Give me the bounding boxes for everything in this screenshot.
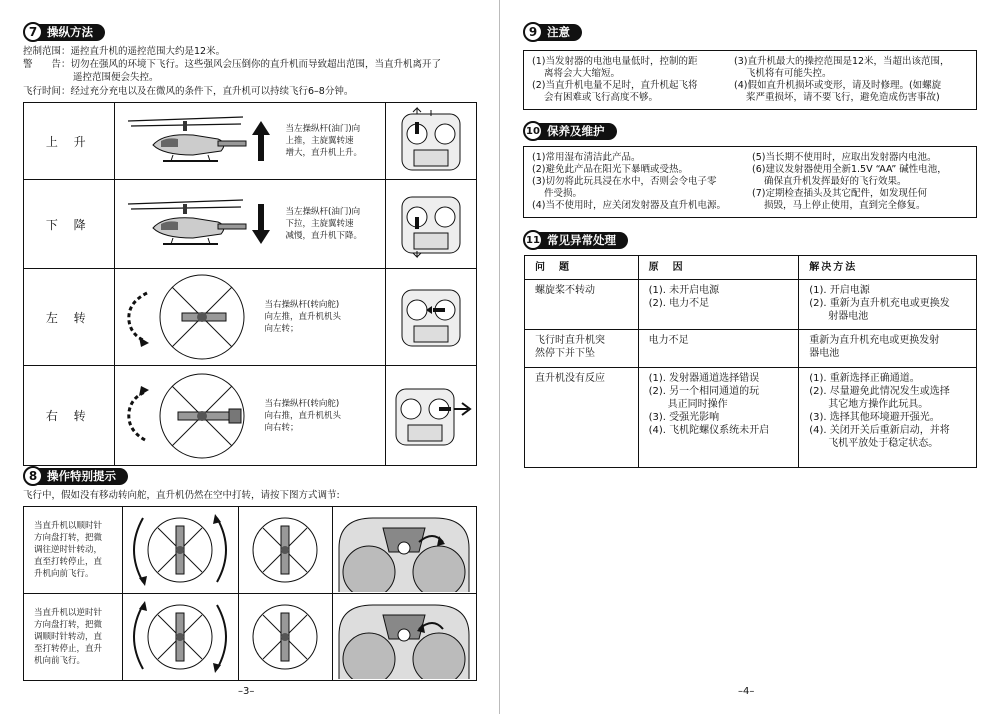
control-illustration-cell: [114, 180, 385, 269]
notes-box: [523, 50, 977, 110]
cause-cell: [638, 280, 799, 330]
note-line: (2)当直升机电量不足时，直升机起飞将: [532, 80, 698, 91]
tip-rotation-cell: [123, 594, 239, 681]
control-label: 右 转: [24, 366, 115, 466]
intro-flight-time: 飞行时间：经过充分充电以及在微风的条件下，直升机可以持续飞行6–8分钟。: [23, 86, 354, 97]
trim-knob-icon: [333, 508, 475, 592]
maintenance-box: [523, 146, 977, 218]
tip-intro: 飞行中，假如没有移动转向舵，直升机仍然在空中打转，请按下图方式调节:: [23, 490, 340, 501]
cause-cell: [638, 330, 799, 368]
section-title: 保养及维护: [533, 123, 617, 140]
page-number: –3–: [238, 686, 255, 697]
rotate-cw-icon: [123, 386, 157, 446]
control-desc-line: 下拉，主旋翼转速: [285, 219, 354, 229]
problem-cell: [525, 330, 639, 368]
control-row-descend: [24, 180, 477, 269]
control-desc-line: 向右推，直升机机头: [264, 410, 342, 421]
page-number: –4–: [738, 686, 755, 697]
maintenance-line: (1)常用湿布清洁此产品。: [532, 152, 641, 163]
note-line: (1)当发射器的电池电量低时，控制的距: [532, 56, 698, 67]
tip-row: [24, 594, 477, 681]
section-number: 10: [523, 121, 543, 141]
solution-cell: [799, 280, 977, 330]
control-desc-line: 当左操纵杆(油门)向: [285, 124, 361, 134]
solution-line: (1). 开启电源: [809, 285, 870, 296]
transmitter-icon: [386, 189, 475, 259]
tip-line: 方向盘打转，把微: [34, 620, 103, 630]
cause-line: (3). 受强光影响: [648, 412, 720, 423]
note-line: 会有困难或飞行高度不够。: [544, 92, 659, 103]
transmitter-cell: [385, 269, 476, 366]
maintenance-line: (5)当长期不使用时，应取出发射器内电池。: [752, 152, 937, 163]
control-desc-line: 向右转；: [264, 422, 299, 433]
maintenance-line: (7)定期检查插头及其它配件，如发现任何: [752, 188, 927, 199]
maintenance-line: (2)避免此产品在阳光下暴晒或受热。: [532, 164, 688, 175]
tip-trim-cell: [333, 594, 477, 681]
intro-warning-cont: 遥控范围便会失控。: [73, 72, 159, 83]
tip-helicopter-cell: [239, 507, 333, 594]
helicopter-side-icon: [123, 194, 248, 254]
solution-line: (2). 尽量避免此情况发生或选择: [809, 386, 950, 397]
maintenance-line: (6)建议发射器使用全新1.5V “AA” 碱性电池，: [752, 164, 947, 175]
table-row: [525, 280, 977, 330]
solution-cell: [799, 368, 977, 468]
maintenance-line: 确保直升机发挥最好的飞行效果。: [764, 176, 907, 187]
cause-line: (4). 飞机陀螺仪系统未开启: [648, 425, 770, 436]
arrow-down-icon: [252, 204, 270, 244]
controls-table: [23, 102, 477, 466]
control-desc-line: 向左转；: [264, 324, 299, 334]
tip-line: 当直升机以顺时针: [34, 521, 103, 531]
transmitter-icon: [386, 106, 475, 176]
transmitter-icon: [386, 282, 475, 352]
section-number: 8: [23, 466, 43, 486]
cause-line: 电力不足: [648, 335, 689, 346]
header-solution: 解决方法: [799, 256, 977, 280]
section-7-header: [23, 22, 105, 42]
control-desc-line: 增大，直升机上升。: [285, 148, 363, 158]
section-8-header: [23, 466, 128, 486]
helicopter-top-icon: [239, 508, 331, 592]
note-line: (3)直升机最大的操控范围是12米，当超出该范围，: [734, 56, 950, 67]
section-title: 操纵方法: [33, 24, 105, 41]
tip-line: 调顺时针转动，直: [34, 632, 103, 642]
control-desc-line: 上推，主旋翼转速: [285, 136, 354, 146]
tip-line: 方向盘打转，把微: [34, 533, 103, 543]
control-label: 上 升: [24, 103, 115, 180]
note-line: 离将会大大缩短。: [544, 68, 621, 79]
cause-line: (1). 发射器通道选择错误: [648, 373, 760, 384]
section-9-header: [523, 22, 582, 42]
section-title: 操作特别提示: [33, 468, 128, 485]
control-illustration-cell: [114, 269, 385, 366]
maintenance-line: (3)切勿将此玩具浸在水中，否则会令电子零: [532, 176, 717, 187]
helicopter-top-icon: [157, 371, 257, 461]
section-number: 11: [523, 230, 543, 250]
maintenance-line: 损毁，马上停止使用，直到完全修复。: [764, 200, 926, 211]
solution-line: (4). 关闭开关后重新启动，并将: [809, 425, 950, 436]
page-right: [500, 0, 1000, 714]
note-line: (4)假如直升机损坏或变形，请及时修理。(如螺旋: [734, 80, 942, 91]
tip-row: [24, 507, 477, 594]
problem-cell: [525, 280, 639, 330]
helicopter-spin-ccw-icon: [123, 595, 237, 679]
transmitter-cell: [385, 180, 476, 269]
section-10-header: [523, 121, 617, 141]
control-desc-line: 向左推，直升机机头: [264, 312, 342, 322]
table-row: [525, 368, 977, 468]
helicopter-side-icon: [123, 111, 248, 171]
solution-line: (1). 重新选择正确通道。: [809, 373, 920, 384]
solution-line: 重新为直升机充电或更换发射: [809, 335, 940, 346]
trim-knob-icon: [333, 595, 475, 679]
transmitter-icon: [386, 381, 475, 451]
note-line: 桨严重损坏，请不要飞行，避免造成伤害事故): [746, 92, 940, 103]
solution-line: 器电池: [809, 348, 840, 359]
cause-line: (1). 未开启电源: [648, 285, 720, 296]
control-label: 下 降: [24, 180, 115, 269]
arrow-up-icon: [252, 121, 270, 161]
tip-line: 升机向前飞行。: [34, 569, 94, 579]
control-desc-line: 当左操纵杆(油门)向: [285, 207, 361, 217]
table-header-row: [525, 256, 977, 280]
tip-text-cell: [24, 507, 123, 594]
section-title: 注意: [533, 24, 582, 41]
transmitter-cell: [385, 366, 476, 466]
helicopter-top-icon: [239, 595, 331, 679]
problem-line: 飞行时直升机突: [535, 335, 605, 346]
section-11-header: [523, 230, 628, 250]
helicopter-spin-cw-icon: [123, 508, 237, 592]
header-problem: 问 题: [525, 256, 639, 280]
section-title: 常见异常处理: [533, 232, 628, 249]
tip-rotation-cell: [123, 507, 239, 594]
intro-range: 控制范围：遥控直升机的遥控范围大约是12米。: [23, 46, 226, 57]
helicopter-top-icon: [157, 272, 247, 362]
control-row-turn-right: [24, 366, 477, 466]
tips-table: [23, 506, 477, 681]
control-desc-line: 减慢，直升机下降。: [285, 231, 363, 241]
tip-line: 至打转停止，直升: [34, 644, 103, 654]
tip-helicopter-cell: [239, 594, 333, 681]
control-label: 左 转: [24, 269, 115, 366]
control-illustration-cell: [114, 366, 385, 466]
control-row-ascend: [24, 103, 477, 180]
troubleshooting-table: [524, 255, 977, 468]
tip-line: 当直升机以逆时针: [34, 608, 103, 618]
cause-line: (2). 另一个相同通道的玩: [648, 386, 760, 397]
cause-line: 具正同时操作: [667, 399, 728, 410]
intro-warning: 警 告：切勿在强风的环境下飞行。这些强风会压倒你的直升机而导致超出范围，当直升机离开了: [23, 59, 442, 70]
tip-line: 调往逆时针转动，: [34, 545, 103, 555]
problem-line: 直升机没有反应: [535, 373, 605, 384]
table-row: [525, 330, 977, 368]
note-line: 飞机将有可能失控。: [746, 68, 832, 79]
rotate-ccw-icon: [123, 287, 157, 347]
solution-line: (2). 重新为直升机充电或更换发: [809, 298, 950, 309]
problem-line: 螺旋桨不转动: [535, 285, 595, 296]
section-number: 9: [523, 22, 543, 42]
header-cause: 原 因: [638, 256, 799, 280]
solution-line: 射器电池: [828, 311, 869, 322]
solution-line: (3). 选择其他环境避开强光。: [809, 412, 940, 423]
control-desc-line: 当右操纵杆(转向舵): [264, 300, 340, 310]
tip-line: 机向前飞行。: [34, 656, 86, 666]
control-illustration-cell: [114, 103, 385, 180]
tip-trim-cell: [333, 507, 477, 594]
cause-cell: [638, 368, 799, 468]
control-row-turn-left: [24, 269, 477, 366]
solution-line: 其它地方操作此玩具。: [828, 399, 929, 410]
problem-cell: [525, 368, 639, 468]
tip-line: 直至打转停止，直: [34, 557, 103, 567]
solution-cell: [799, 330, 977, 368]
tip-text-cell: [24, 594, 123, 681]
section-number: 7: [23, 22, 43, 42]
control-desc-line: 当右操纵杆(转向舵): [264, 398, 340, 409]
cause-line: (2). 电力不足: [648, 298, 710, 309]
problem-line: 然停下并下坠: [535, 348, 595, 359]
transmitter-cell: [385, 103, 476, 180]
maintenance-line: (4)当不使用时，应关闭发射器及直升机电源。: [532, 200, 726, 211]
solution-line: 飞机平放处于稳定状态。: [828, 438, 939, 449]
maintenance-line: 件受损。: [544, 188, 583, 199]
